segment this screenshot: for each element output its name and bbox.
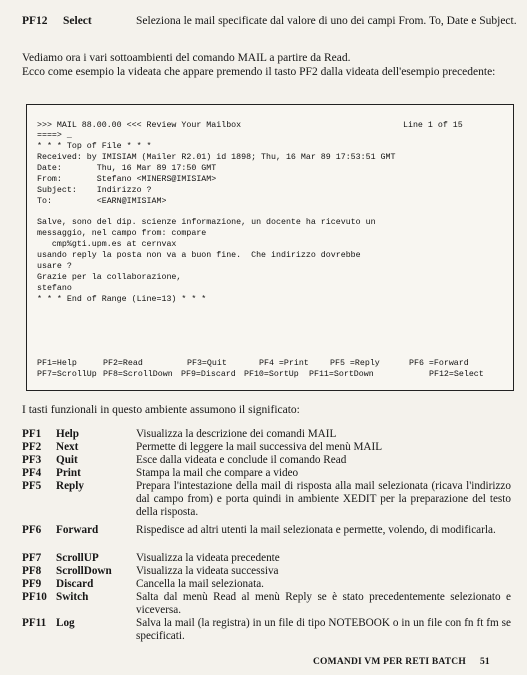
page-number: 51 — [479, 657, 490, 667]
key-code: PF7 — [22, 552, 42, 564]
screen-line: messaggio, nel campo from: compare — [37, 229, 207, 238]
screen-line: usando reply la posta non va a buon fine. Che indirizzo dovrebbe — [37, 251, 361, 260]
screen-line-counter: Line 1 of 15 — [403, 121, 463, 130]
running-title: COMANDI VM PER RETI BATCH — [313, 657, 466, 667]
screen-line: Grazie per la collaborazione, — [37, 273, 182, 282]
key-name: Discard — [56, 578, 94, 590]
key-name: Quit — [56, 454, 78, 466]
key-code: PF10 — [22, 591, 47, 603]
key-description: Visualizza la descrizione dei comandi MAIL — [136, 428, 337, 440]
key-code: PF1 — [22, 428, 42, 440]
key-name: Print — [56, 467, 81, 479]
key-code: PF11 — [22, 617, 47, 629]
pf12-name: Select — [63, 15, 92, 27]
intro-line-2: Ecco come esempio la videata che appare premendo il tasto PF2 dalla videata dell'esempio precedente: — [22, 65, 496, 78]
key-description: Salta dal menù Read al menù Reply se è stato precedentemente selezionato e viceversa. — [136, 591, 511, 616]
key-code: PF6 — [22, 524, 42, 536]
pf1-help-key[interactable]: PF1=Help — [37, 359, 77, 368]
pf9-discard-key[interactable]: PF9=Discard — [181, 370, 236, 379]
key-name: ScrollDown — [56, 565, 112, 577]
pf2-read-key[interactable]: PF2=Read — [103, 359, 143, 368]
key-code: PF2 — [22, 441, 42, 453]
pf7-scrollup-key[interactable]: PF7=ScrollUp — [37, 370, 97, 379]
key-description: Salva la mail (la registra) in un file di tipo NOTEBOOK o in un file con fn ft fm se specificati. — [136, 617, 511, 642]
key-description: Permette di leggere la mail successiva del menù MAIL — [136, 441, 383, 453]
key-code: PF4 — [22, 467, 42, 479]
screen-line: cmp%gti.upm.es at cernvax — [37, 240, 177, 249]
pf10-sortup-key[interactable]: PF10=SortUp — [244, 370, 299, 379]
screen-line: From: Stefano <MINERS@IMISIAM> — [37, 175, 217, 184]
key-name: Help — [56, 428, 79, 440]
key-name: ScrollUP — [56, 552, 99, 564]
pf12-description: Seleziona le mail specificate dal valore di uno dei campi From. To, Date e Subject. — [136, 15, 517, 27]
pf4-print-key[interactable]: PF4 =Print — [259, 359, 309, 368]
screen-line: To: <EARN@IMISIAM> — [37, 197, 167, 206]
key-description: Visualizza la videata successiva — [136, 565, 279, 577]
intro-line-1: Vediamo ora i vari sottoambienti del comando MAIL a partire da Read. — [22, 52, 351, 64]
key-name: Reply — [56, 480, 84, 492]
key-description: Esce dalla videata e conclude il comando Read — [136, 454, 347, 466]
key-code: PF9 — [22, 578, 42, 590]
screen-line: Received: by IMISIAM (Mailer R2.01) id 1898; Thu, 16 Mar 89 17:53:51 GMT — [37, 153, 396, 162]
key-name: Switch — [56, 591, 89, 603]
key-name: Log — [56, 617, 75, 629]
terminal-screen — [26, 104, 514, 391]
screen-line: * * * End of Range (Line=13) * * * — [37, 295, 207, 304]
key-description: Prepara l'intestazione della mail di risposta alla mail selezionata (ricava l'indirizzo dal campo from) e porta quindi in ambiente XEDIT per la preparazione del testo della risposta. — [136, 480, 511, 518]
key-description: Cancella la mail selezionata. — [136, 578, 264, 590]
screen-line: Subject: Indirizzo ? — [37, 186, 152, 195]
key-name: Next — [56, 441, 79, 453]
intro-paragraph — [22, 52, 512, 79]
page-footer — [313, 657, 490, 667]
key-description: Visualizza la videata precedente — [136, 552, 280, 564]
pf5-reply-key[interactable]: PF5 =Reply — [330, 359, 380, 368]
pf11-sortdown-key[interactable]: PF11=SortDown — [309, 370, 374, 379]
screen-line: Date: Thu, 16 Mar 89 17:50 GMT — [37, 164, 217, 173]
pf8-scrolldown-key[interactable]: PF8=ScrollDown — [103, 370, 173, 379]
function-keys-intro: I tasti funzionali in questo ambiente assumono il significato: — [22, 404, 300, 416]
key-code: PF5 — [22, 480, 42, 492]
screen-line: stefano — [37, 284, 72, 293]
screen-line: usare ? — [37, 262, 72, 271]
pf6-forward-key[interactable]: PF6 =Forward — [409, 359, 469, 368]
key-name: Forward — [56, 524, 99, 536]
key-description: Stampa la mail che compare a video — [136, 467, 299, 479]
screen-header-title: >>> MAIL 88.00.00 <<< Review Your Mailbox — [37, 121, 242, 130]
screen-line: Salve, sono del dip. scienze informazione, un docente ha ricevuto un — [37, 218, 376, 227]
command-line: ====> _ — [37, 131, 72, 140]
key-description: Rispedisce ad altri utenti la mail selezionata e permette, volendo, di modificarla. — [136, 524, 496, 536]
pf3-quit-key[interactable]: PF3=Quit — [187, 359, 227, 368]
pf12-select-key[interactable]: PF12=Select — [429, 370, 484, 379]
key-code: PF8 — [22, 565, 42, 577]
pf12-key: PF12 — [22, 15, 48, 27]
screen-line: * * * Top of File * * * — [37, 142, 152, 151]
key-code: PF3 — [22, 454, 42, 466]
